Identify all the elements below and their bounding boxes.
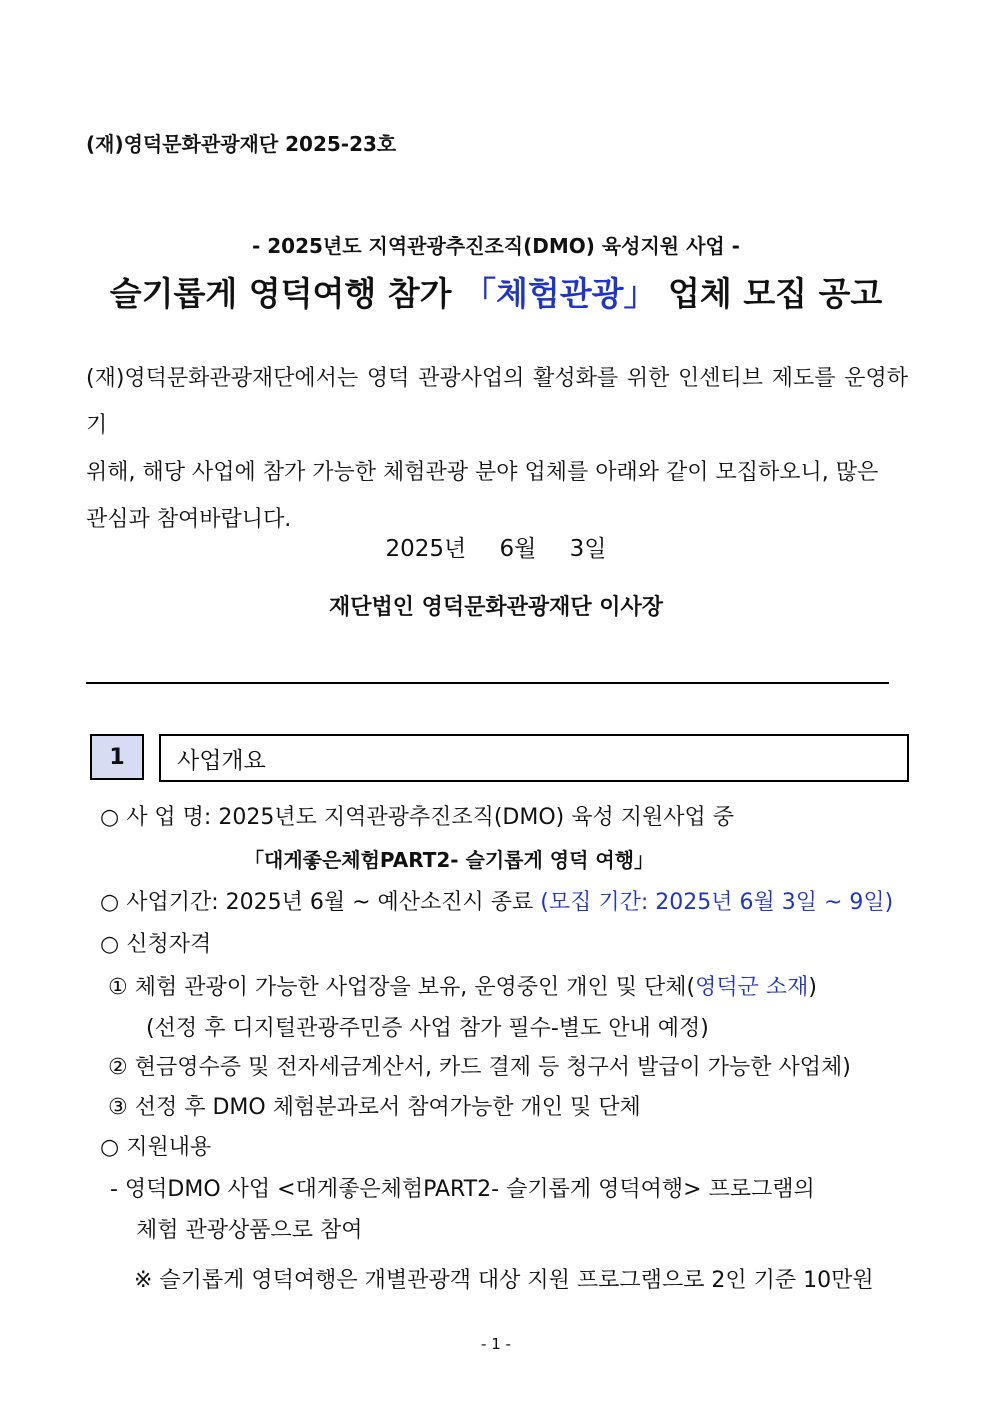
circled-one-icon: ① <box>108 975 128 1000</box>
project-name-row <box>100 800 734 831</box>
eligibility-item-1 <box>108 970 817 1001</box>
eligibility-item-2 <box>108 1050 851 1081</box>
intro-line: 위해, 해당 사업에 참가 가능한 체험관광 분야 업체를 아래와 같이 모집하오니, 많은 <box>86 460 879 485</box>
title-highlight: 「체험관광」 <box>463 274 657 313</box>
notice-subtitle: - 2025년도 지역관광추진조직(DMO) 육성지원 사업 - <box>252 234 740 258</box>
issuer-name: 재단법인 영덕문화관광재단 이사장 <box>328 595 664 620</box>
circled-two-icon: ② <box>108 1055 128 1080</box>
project-program: 「대게좋은체험PART2- 슬기롭게 영덕 여행」 <box>244 848 655 872</box>
support-label: ○ 지원내용 <box>100 1135 212 1160</box>
document-number: (재)영덕문화관광재단 2025-23호 <box>86 132 397 156</box>
title-prefix: 슬기롭게 영덕여행 참가 <box>109 274 463 313</box>
period-value: 2025년 6월 ~ 예산소진시 종료 <box>225 890 541 915</box>
project-name-label: ○ 사 업 명: <box>100 805 219 830</box>
recruit-period: (모집 기간: 2025년 6월 3일 ~ 9일) <box>540 890 894 915</box>
support-line-1: - 영덕DMO 사업 <대게좋은체험PART2- 슬기롭게 영덕여행> 프로그램의 <box>110 1177 815 1202</box>
eligibility-1-close: ) <box>808 975 817 1000</box>
intro-paragraph <box>86 355 908 543</box>
eligibility-1-location: 영덕군 소재 <box>695 975 809 1000</box>
project-name-value: 2025년도 지역관광추진조직(DMO) 육성 지원사업 중 <box>218 805 734 830</box>
support-note: ※ 슬기롭게 영덕여행은 개별관광객 대상 지원 프로그램으로 2인 기준 10만원 <box>134 1268 874 1293</box>
intro-line: 관심과 참여바랍니다. <box>86 507 292 532</box>
section-number: 1 <box>90 734 144 780</box>
period-label: ○ 사업기간: <box>100 890 226 915</box>
section-title: 사업개요 <box>159 734 909 782</box>
intro-line: (재)영덕문화관광재단에서는 영덕 관광사업의 활성화를 위한 인센티브 제도를 운영하기 <box>86 366 908 438</box>
divider <box>86 682 889 684</box>
page-number: - 1 - <box>481 1335 511 1353</box>
eligibility-1-text: 체험 관광이 가능한 사업장을 보유, 운영중인 개인 및 단체( <box>134 975 696 1000</box>
eligibility-label: ○ 신청자격 <box>100 932 212 957</box>
eligibility-1-note: (선정 후 디지털관광주민증 사업 참가 필수-별도 안내 예정) <box>146 1016 709 1041</box>
notice-date: 2025년 6월 3일 <box>385 536 607 562</box>
circled-three-icon: ③ <box>108 1095 128 1120</box>
title-suffix: 업체 모집 공고 <box>656 274 883 313</box>
support-line-2: 체험 관광상품으로 참여 <box>136 1218 363 1243</box>
notice-title <box>0 268 992 315</box>
period-row <box>100 885 893 916</box>
eligibility-3-text: 선정 후 DMO 체험분과로서 참여가능한 개인 및 단체 <box>134 1095 641 1120</box>
eligibility-item-3 <box>108 1090 641 1121</box>
eligibility-2-text: 현금영수증 및 전자세금계산서, 카드 결제 등 청구서 발급이 가능한 사업체) <box>134 1055 851 1080</box>
